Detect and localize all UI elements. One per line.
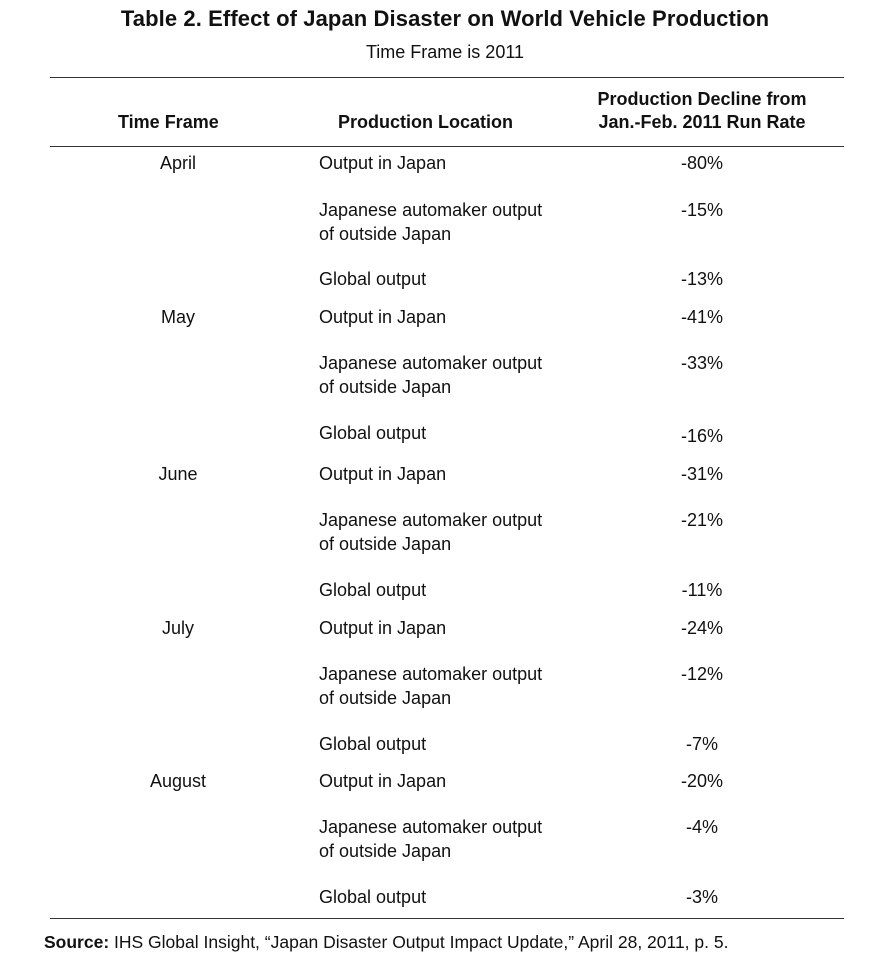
location-line2: of outside Japan <box>319 533 452 554</box>
production-decline-cell: -11% <box>681 580 723 600</box>
production-location-cell <box>319 352 579 399</box>
production-decline-cell: -21% <box>680 510 724 530</box>
production-location-cell <box>319 886 579 910</box>
location-line1: Output in Japan <box>319 771 447 791</box>
table-subtitle: Time Frame is 2011 <box>365 42 525 62</box>
location-line1: Output in Japan <box>319 307 447 327</box>
time-frame-cell: July <box>161 618 194 638</box>
location-line1: Japanese automaker output <box>319 664 543 684</box>
location-line1: Output in Japan <box>319 618 447 638</box>
production-location-cell <box>319 733 579 757</box>
header-decline-line1: Production Decline from <box>597 89 807 109</box>
time-frame-cell: June <box>158 464 198 484</box>
header-rule <box>50 146 844 147</box>
production-decline-cell: -7% <box>685 734 718 754</box>
header-time-frame: Time Frame <box>118 112 219 132</box>
location-line1: Japanese automaker output <box>319 200 543 220</box>
production-decline-cell: -20% <box>680 771 724 791</box>
production-location-cell <box>319 152 579 176</box>
time-frame-cell: August <box>149 771 207 791</box>
production-decline-cell: -80% <box>680 153 724 173</box>
production-decline-cell: -13% <box>680 269 724 289</box>
header-production-decline <box>560 88 844 134</box>
production-decline-cell: -31% <box>680 464 724 484</box>
production-decline-cell: -33% <box>680 353 724 373</box>
production-location-cell <box>319 199 579 246</box>
source-label: Source: <box>44 932 110 952</box>
production-decline-cell: -12% <box>680 664 724 684</box>
production-location-cell <box>319 816 579 863</box>
source-text: IHS Global Insight, “Japan Disaster Output Impact Update,” April 28, 2011, p. 5. <box>109 932 729 952</box>
location-line2: of outside Japan <box>319 223 452 244</box>
production-location-cell <box>319 617 579 641</box>
production-location-cell <box>319 770 579 794</box>
location-line2: of outside Japan <box>319 840 452 861</box>
table-title: Table 2. Effect of Japan Disaster on World Vehicle Production <box>120 6 770 31</box>
header-decline-line2: Jan.-Feb. 2011 Run Rate <box>598 112 806 132</box>
time-frame-cell: May <box>160 307 195 327</box>
location-line1: Output in Japan <box>319 153 447 173</box>
time-frame-cell: April <box>159 153 196 173</box>
location-line2: of outside Japan <box>319 687 452 708</box>
location-line1: Japanese automaker output <box>319 353 543 373</box>
production-location-cell <box>319 579 579 603</box>
location-line1: Global output <box>319 887 427 907</box>
location-line1: Output in Japan <box>319 464 447 484</box>
location-line1: Global output <box>319 423 427 443</box>
production-location-cell <box>319 509 579 556</box>
top-rule <box>50 77 844 78</box>
location-line1: Japanese automaker output <box>319 817 543 837</box>
production-location-cell <box>319 463 579 487</box>
location-line1: Global output <box>319 269 427 289</box>
production-decline-cell: -4% <box>685 817 718 837</box>
location-line1: Global output <box>319 734 427 754</box>
location-line1: Japanese automaker output <box>319 510 543 530</box>
production-decline-cell: -41% <box>680 307 724 327</box>
bottom-rule <box>50 918 844 919</box>
source-note <box>44 932 728 953</box>
production-decline-cell: -15% <box>680 200 724 220</box>
production-decline-cell: -24% <box>680 618 724 638</box>
production-location-cell <box>319 268 579 292</box>
header-production-location: Production Location <box>338 112 513 132</box>
production-decline-cell: -16% <box>680 426 724 446</box>
location-line2: of outside Japan <box>319 376 452 397</box>
production-location-cell <box>319 422 579 446</box>
production-location-cell <box>319 306 579 330</box>
location-line1: Global output <box>319 580 427 600</box>
production-decline-cell: -3% <box>685 887 718 907</box>
production-location-cell <box>319 663 579 710</box>
